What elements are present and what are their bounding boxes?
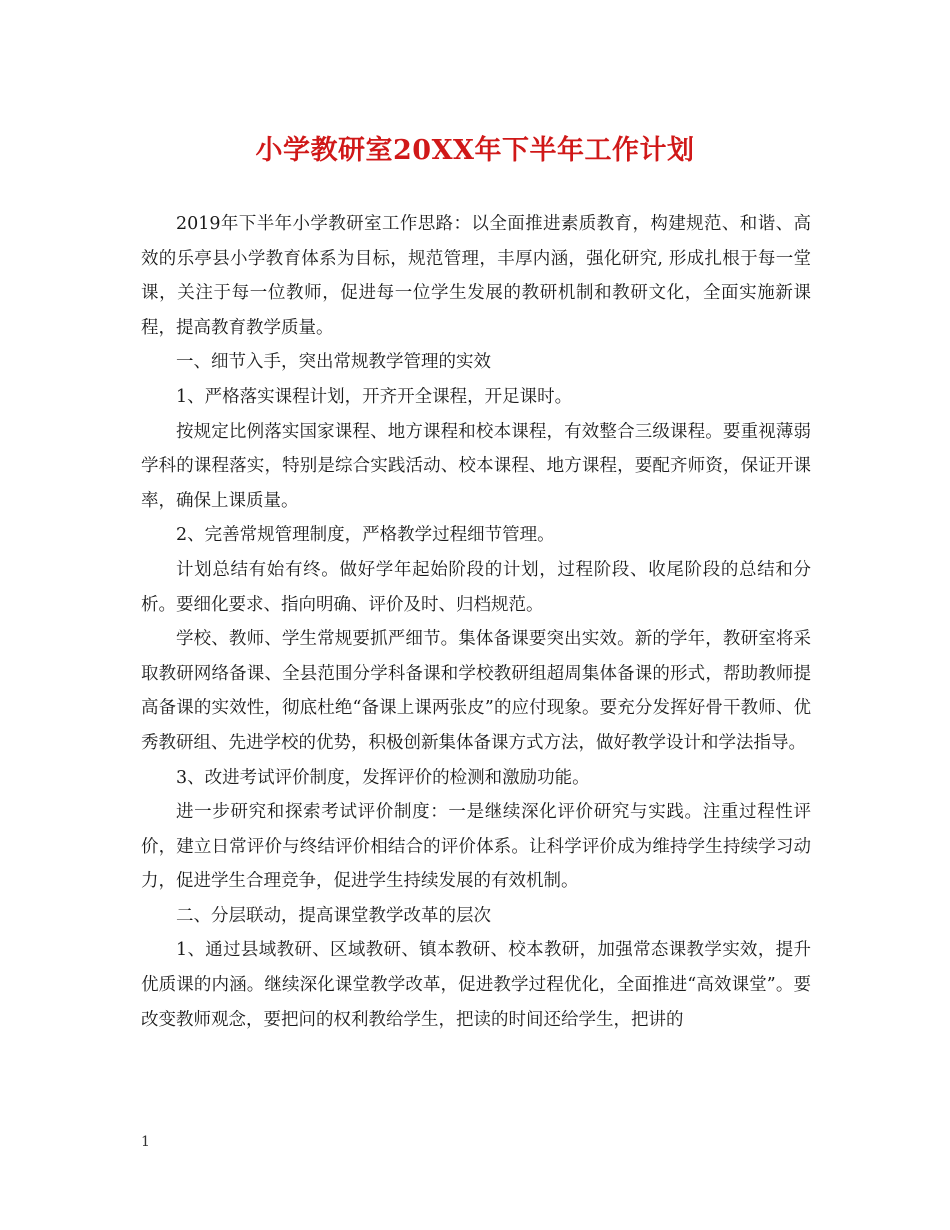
paragraph: 学校、教师、学生常规要抓严细节。集体备课要突出实效。新的学年，教研室将采取教研网络备课、全县范围分学科备课和学校教研组超周集体备课的形式，帮助教师提高备课的实效性，彻底杜绝“备课上课两张皮”的应付现象。要充分发挥好骨干教师、优秀教研组、先进学校的优势，积极创新集体备课方式方法，做好教学设计和学法指导。 [141,629,811,753]
paragraph-intro: 2019年下半年小学教研室工作思路：以全面推进素质教育，构建规范、和谐、高效的乐亭县小学教育体系为目标，规范管理，丰厚内涵，强化研究, 形成扎根于每一堂课，关注于每一位教师，促进每一位学生发展的教研机制和教研文化，全面实施新课程，提高教育教学质量。 [141,214,811,338]
paragraph: 按规定比例落实国家课程、地方课程和校本课程，有效整合三级课程。要重视薄弱学科的课程落实，特别是综合实践活动、校本课程、地方课程，要配齐师资，保证开课率，确保上课质量。 [141,421,811,511]
subheading-1-1: 1、严格落实课程计划，开齐开全课程，开足课时。 [176,386,573,407]
paragraph: 进一步研究和探索考试评价制度：一是继续深化评价研究与实践。注重过程性评价，建立日常评价与终结评价相结合的评价体系。让科学评价成为维持学生持续学习动力，促进学生合理竞争，促进学生持续发展的有效机制。 [141,802,811,892]
paragraph: 计划总结有始有终。做好学年起始阶段的计划，过程阶段、收尾阶段的总结和分析。要细化要求、指向明确、评价及时、归档规范。 [141,559,811,615]
document-body [141,207,811,1037]
subheading-1-2: 2、完善常规管理制度，严格教学过程细节管理。 [176,525,555,546]
section-heading-2: 二、分层联动，提高课堂教学改革的层次 [176,905,491,926]
page-number: 1 [141,1134,150,1150]
paragraph: 1、通过县域教研、区域教研、镇本教研、校本教研，加强常态课教学实效，提升优质课的内涵。继续深化课堂教学改革，促进教学过程优化，全面推进“高效课堂”。要改变教师观念，要把问的权利教给学生，把读的时间还给学生，把讲的 [141,940,811,1030]
section-heading-1: 一、细节入手，突出常规教学管理的实效 [176,352,491,373]
document-title: 小学教研室20XX年下半年工作计划 [255,135,695,166]
subheading-1-3: 3、改进考试评价制度，发挥评价的检测和激励功能。 [176,767,590,788]
